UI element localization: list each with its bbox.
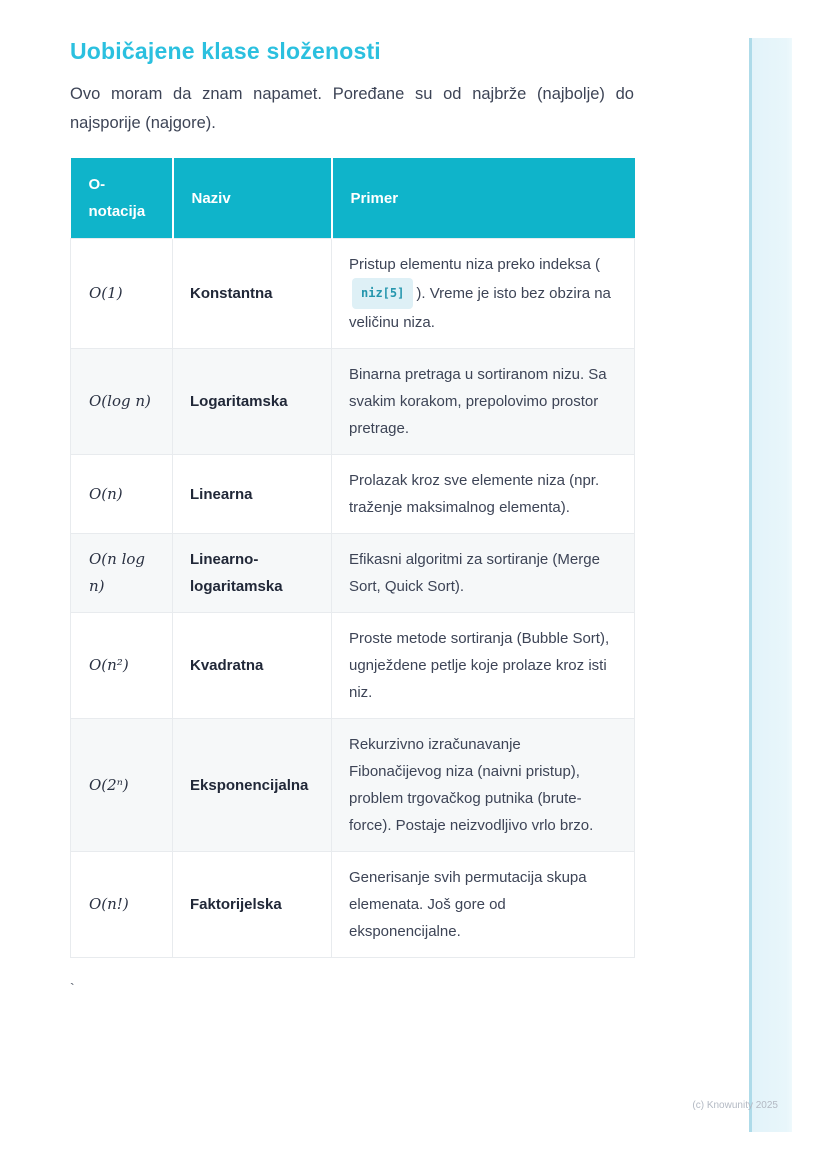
name-cell: Linearno-logaritamska xyxy=(173,534,332,613)
page-content xyxy=(70,0,634,996)
table-row xyxy=(71,349,635,455)
column-header-naziv: Naziv xyxy=(173,158,332,239)
primer-cell: Efikasni algoritmi za sortiranje (Merge Sort, Quick Sort). xyxy=(332,534,635,613)
primer-cell xyxy=(332,239,635,349)
name-cell: Logaritamska xyxy=(173,349,332,455)
notation-cell: O(1) xyxy=(71,239,173,349)
table-header-row xyxy=(71,158,635,239)
table-row xyxy=(71,239,635,349)
primer-cell: Prolazak kroz sve elemente niza (npr. traženje maksimalnog elementa). xyxy=(332,455,635,534)
table-row xyxy=(71,719,635,852)
table-row xyxy=(71,534,635,613)
scrollbar[interactable] xyxy=(749,38,792,1132)
primer-cell: Rekurzivno izračunavanje Fibonačijevog niza (naivni pristup), problem trgovačkog putnika (brute-force). Postaje neizvodljivo vrlo brzo. xyxy=(332,719,635,852)
copyright-text: (c) Knowunity 2025 xyxy=(692,1100,778,1111)
notation-cell: O(n) xyxy=(71,455,173,534)
notation-cell: O(2ⁿ) xyxy=(71,719,173,852)
name-cell: Eksponencijalna xyxy=(173,719,332,852)
primer-text-before: Pristup elementu niza preko indeksa ( xyxy=(349,256,600,273)
column-header-primer: Primer xyxy=(332,158,635,239)
table-row xyxy=(71,852,635,958)
notation-cell: O(n log n) xyxy=(71,534,173,613)
inline-code-chip: niz[5] xyxy=(352,278,413,309)
notation-cell: O(n!) xyxy=(71,852,173,958)
name-cell: Linearna xyxy=(173,455,332,534)
stray-backtick-mark: ` xyxy=(70,980,75,996)
table-row xyxy=(71,613,635,719)
notation-cell: O(n²) xyxy=(71,613,173,719)
primer-cell: Binarna pretraga u sortiranom nizu. Sa svakim korakom, prepolovimo prostor pretrage. xyxy=(332,349,635,455)
notation-cell: O(log n) xyxy=(71,349,173,455)
name-cell: Faktorijelska xyxy=(173,852,332,958)
table-row xyxy=(71,455,635,534)
primer-cell: Generisanje svih permutacija skupa elemenata. Još gore od eksponencijalne. xyxy=(332,852,635,958)
name-cell: Konstantna xyxy=(173,239,332,349)
intro-text: Ovo moram da znam napamet. Poređane su od najbrže (najbolje) do najsporije (najgore). xyxy=(70,85,634,132)
page-title: Uobičajene klase složenosti xyxy=(70,38,381,64)
primer-cell: Proste metode sortiranja (Bubble Sort), ugnježdene petlje koje prolaze kroz isti niz. xyxy=(332,613,635,719)
name-cell: Kvadratna xyxy=(173,613,332,719)
column-header-notation: O-notacija xyxy=(71,158,173,239)
complexity-table xyxy=(70,158,635,958)
primer-text-after: ). Vreme je isto bez obzira na veličinu niza. xyxy=(349,285,611,331)
